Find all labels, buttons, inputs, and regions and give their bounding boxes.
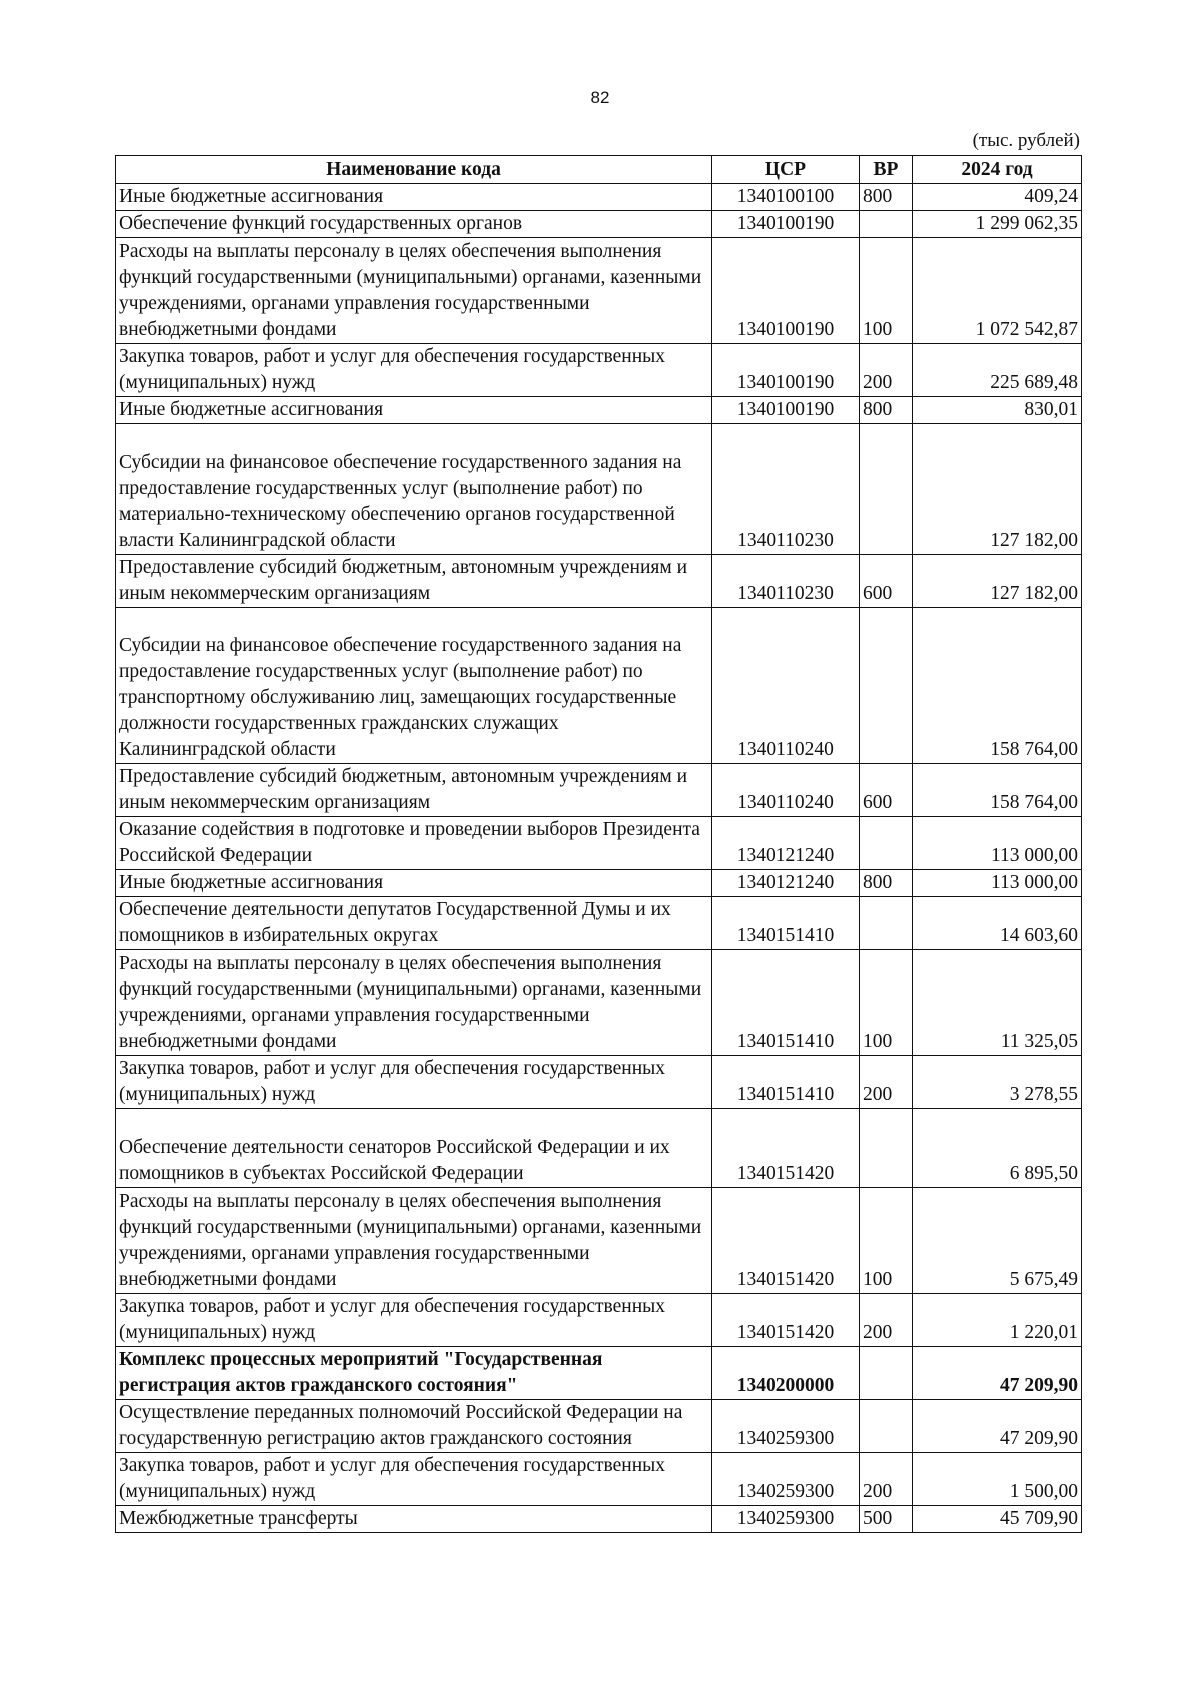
cell-sum: 113 000,00 — [913, 817, 1082, 870]
header-vr: ВР — [860, 156, 913, 184]
cell-vr: 800 — [860, 184, 913, 211]
table-row — [116, 870, 1082, 897]
cell-sum: 3 278,55 — [913, 1056, 1082, 1109]
cell-sum: 1 072 542,87 — [913, 238, 1082, 344]
cell-vr — [860, 211, 913, 238]
cell-name: Расходы на выплаты персоналу в целях обеспечения выполнения функций государственными (муниципальными) органами, казенными учреждениями, органами управления государственными внебюджетными фондами — [116, 238, 712, 344]
table-row — [116, 950, 1082, 1056]
cell-vr — [860, 897, 913, 950]
table-row — [116, 817, 1082, 870]
cell-name: Предоставление субсидий бюджетным, автономным учреждениям и иным некоммерческим организациям — [116, 555, 712, 608]
table-body — [116, 184, 1082, 1533]
header-csr: ЦСР — [712, 156, 860, 184]
cell-sum: 409,24 — [913, 184, 1082, 211]
cell-vr: 100 — [860, 950, 913, 1056]
cell-vr: 100 — [860, 238, 913, 344]
table-row — [116, 344, 1082, 397]
cell-csr: 1340259300 — [712, 1453, 860, 1506]
cell-name: Расходы на выплаты персоналу в целях обеспечения выполнения функций государственными (муниципальными) органами, казенными учреждениями, органами управления государственными внебюджетными фондами — [116, 1188, 712, 1294]
cell-csr: 1340100100 — [712, 184, 860, 211]
cell-vr — [860, 1347, 913, 1400]
cell-csr: 1340110230 — [712, 555, 860, 608]
header-sum: 2024 год — [913, 156, 1082, 184]
cell-name: Иные бюджетные ассигнования — [116, 184, 712, 211]
cell-name: Обеспечение деятельности депутатов Государственной Думы и их помощников в избирательных округах — [116, 897, 712, 950]
table-row — [116, 1294, 1082, 1347]
cell-name: Закупка товаров, работ и услуг для обеспечения государственных (муниципальных) нужд — [116, 1294, 712, 1347]
cell-name: Закупка товаров, работ и услуг для обеспечения государственных (муниципальных) нужд — [116, 344, 712, 397]
cell-sum: 11 325,05 — [913, 950, 1082, 1056]
cell-csr: 1340110240 — [712, 764, 860, 817]
cell-csr: 1340151410 — [712, 1056, 860, 1109]
cell-name: Расходы на выплаты персоналу в целях обеспечения выполнения функций государственными (муниципальными) органами, казенными учреждениями, органами управления государственными внебюджетными фондами — [116, 950, 712, 1056]
cell-sum: 47 209,90 — [913, 1400, 1082, 1453]
budget-table — [115, 155, 1082, 1533]
cell-csr: 1340200000 — [712, 1347, 860, 1400]
cell-name: Иные бюджетные ассигнования — [116, 870, 712, 897]
cell-sum: 6 895,50 — [913, 1109, 1082, 1188]
table-row — [116, 1453, 1082, 1506]
cell-csr: 1340151420 — [712, 1109, 860, 1188]
cell-csr: 1340121240 — [712, 870, 860, 897]
table-row — [116, 1347, 1082, 1400]
cell-csr: 1340110240 — [712, 608, 860, 764]
cell-sum: 1 500,00 — [913, 1453, 1082, 1506]
cell-vr — [860, 1400, 913, 1453]
cell-sum: 158 764,00 — [913, 608, 1082, 764]
header-name: Наименование кода — [116, 156, 712, 184]
cell-sum: 1 220,01 — [913, 1294, 1082, 1347]
cell-csr: 1340100190 — [712, 344, 860, 397]
cell-vr: 500 — [860, 1506, 913, 1533]
cell-name: Оказание содействия в подготовке и проведении выборов Президента Российской Федерации — [116, 817, 712, 870]
table-row — [116, 184, 1082, 211]
cell-csr: 1340100190 — [712, 238, 860, 344]
cell-csr: 1340151410 — [712, 897, 860, 950]
cell-vr — [860, 1109, 913, 1188]
table-row — [116, 424, 1082, 555]
cell-vr — [860, 424, 913, 555]
cell-name: Закупка товаров, работ и услуг для обеспечения государственных (муниципальных) нужд — [116, 1453, 712, 1506]
cell-vr: 800 — [860, 870, 913, 897]
cell-name: Межбюджетные трансферты — [116, 1506, 712, 1533]
cell-name: Субсидии на финансовое обеспечение государственного задания на предоставление государственных услуг (выполнение работ) по транспортному обслуживанию лиц, замещающих государственные должности государственных гражданских служащих Калининградской области — [116, 608, 712, 764]
cell-name: Субсидии на финансовое обеспечение государственного задания на предоставление государственных услуг (выполнение работ) по материально-техническому обеспечению органов государственной власти Калининградской области — [116, 424, 712, 555]
table-row — [116, 1188, 1082, 1294]
table-row — [116, 1109, 1082, 1188]
cell-vr: 200 — [860, 1453, 913, 1506]
table-row — [116, 608, 1082, 764]
cell-vr: 100 — [860, 1188, 913, 1294]
cell-sum: 14 603,60 — [913, 897, 1082, 950]
cell-vr: 200 — [860, 1056, 913, 1109]
cell-sum: 830,01 — [913, 397, 1082, 424]
cell-name: Закупка товаров, работ и услуг для обеспечения государственных (муниципальных) нужд — [116, 1056, 712, 1109]
cell-sum: 225 689,48 — [913, 344, 1082, 397]
cell-csr: 1340151420 — [712, 1294, 860, 1347]
table-row — [116, 1400, 1082, 1453]
table-row — [116, 211, 1082, 238]
cell-csr: 1340110230 — [712, 424, 860, 555]
cell-vr — [860, 608, 913, 764]
cell-csr: 1340100190 — [712, 211, 860, 238]
cell-name: Комплекс процессных мероприятий "Государственная регистрация актов гражданского состояния" — [116, 1347, 712, 1400]
cell-name: Обеспечение деятельности сенаторов Российской Федерации и их помощников в субъектах Российской Федерации — [116, 1109, 712, 1188]
cell-vr — [860, 817, 913, 870]
table-row — [116, 555, 1082, 608]
table-row — [116, 238, 1082, 344]
cell-sum: 158 764,00 — [913, 764, 1082, 817]
table-row — [116, 897, 1082, 950]
cell-sum: 127 182,00 — [913, 424, 1082, 555]
cell-sum: 1 299 062,35 — [913, 211, 1082, 238]
table-row — [116, 764, 1082, 817]
cell-csr: 1340259300 — [712, 1506, 860, 1533]
units-label: (тыс. рублей) — [972, 130, 1080, 151]
cell-vr: 200 — [860, 1294, 913, 1347]
table-row — [116, 1506, 1082, 1533]
cell-csr: 1340100190 — [712, 397, 860, 424]
page-number: 82 — [590, 88, 610, 107]
cell-name: Осуществление переданных полномочий Российской Федерации на государственную регистрацию актов гражданского состояния — [116, 1400, 712, 1453]
table-row — [116, 1056, 1082, 1109]
cell-csr: 1340121240 — [712, 817, 860, 870]
cell-vr: 600 — [860, 555, 913, 608]
cell-csr: 1340151410 — [712, 950, 860, 1056]
cell-csr: 1340151420 — [712, 1188, 860, 1294]
cell-sum: 45 709,90 — [913, 1506, 1082, 1533]
cell-name: Предоставление субсидий бюджетным, автономным учреждениям и иным некоммерческим организациям — [116, 764, 712, 817]
cell-vr: 800 — [860, 397, 913, 424]
cell-name: Обеспечение функций государственных органов — [116, 211, 712, 238]
cell-sum: 47 209,90 — [913, 1347, 1082, 1400]
table-row — [116, 397, 1082, 424]
cell-csr: 1340259300 — [712, 1400, 860, 1453]
cell-vr: 200 — [860, 344, 913, 397]
cell-vr: 600 — [860, 764, 913, 817]
cell-sum: 5 675,49 — [913, 1188, 1082, 1294]
cell-sum: 113 000,00 — [913, 870, 1082, 897]
cell-sum: 127 182,00 — [913, 555, 1082, 608]
cell-name: Иные бюджетные ассигнования — [116, 397, 712, 424]
table-header-row — [116, 156, 1082, 184]
